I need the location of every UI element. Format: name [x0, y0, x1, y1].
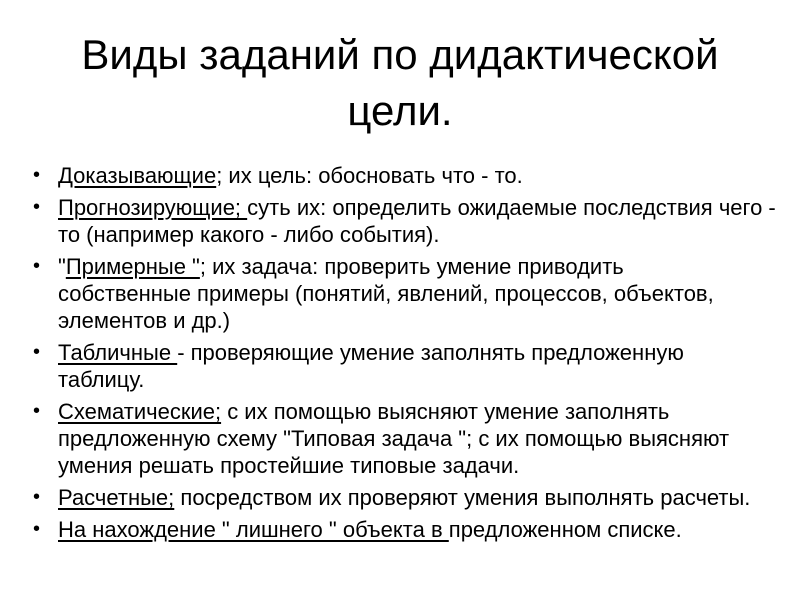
- slide-title: Виды заданий по дидактической цели.: [81, 31, 719, 134]
- list-item: [33, 339, 800, 393]
- item-text: [58, 162, 793, 189]
- list-item: [33, 194, 800, 248]
- bullet-icon: •: [33, 400, 41, 422]
- list-item: [33, 398, 800, 479]
- item-text: [58, 516, 793, 543]
- item-term-underlined: Расчетные;: [58, 485, 175, 510]
- item-rest: ; их задача: проверить умение приводить собственные примеры (понятий, явлений, процессов, объектов, элементов и др.): [58, 254, 714, 333]
- item-rest: суть их: определить ожидаемые последствия чего - то (например какого - либо события).: [58, 195, 776, 247]
- item-prefix: ": [58, 254, 66, 279]
- item-rest: с их помощью выясняют умение заполнять предложенную схему "Типовая задача "; с их помощью выясняют умения решать простейшие типовые задачи.: [58, 399, 730, 478]
- bullet-icon: •: [33, 341, 41, 363]
- item-rest: - проверяющие умение заполнять предложенную таблицу.: [58, 340, 684, 392]
- bullet-icon: •: [33, 196, 41, 218]
- list-item: [33, 484, 800, 511]
- bullet-icon: •: [33, 486, 41, 508]
- bullet-icon: •: [33, 255, 41, 277]
- item-text: [58, 484, 793, 511]
- item-text: [58, 398, 793, 479]
- bullet-icon: •: [33, 518, 41, 540]
- item-rest: посредством их проверяют умения выполнять расчеты.: [174, 485, 751, 510]
- item-text: [58, 253, 748, 334]
- bullet-list: [33, 162, 800, 543]
- item-term-underlined: Примерные ": [65, 254, 200, 279]
- item-text: [58, 194, 793, 248]
- item-term-underlined: Табличные: [58, 340, 178, 365]
- item-term-underlined: Доказывающие: [58, 163, 217, 188]
- list-item: [33, 162, 800, 189]
- list-item: [33, 253, 800, 334]
- list-item: [33, 516, 800, 543]
- item-term-underlined: Схематические;: [58, 399, 222, 424]
- bullet-icon: •: [33, 164, 41, 186]
- item-rest: предложенном списке.: [448, 517, 682, 542]
- item-rest: ; их цель: обосновать что - то.: [216, 163, 523, 188]
- item-text: [58, 339, 738, 393]
- item-term-underlined: Прогнозирующие;: [58, 195, 248, 220]
- item-term-underlined: На нахождение " лишнего " объекта в: [58, 517, 449, 542]
